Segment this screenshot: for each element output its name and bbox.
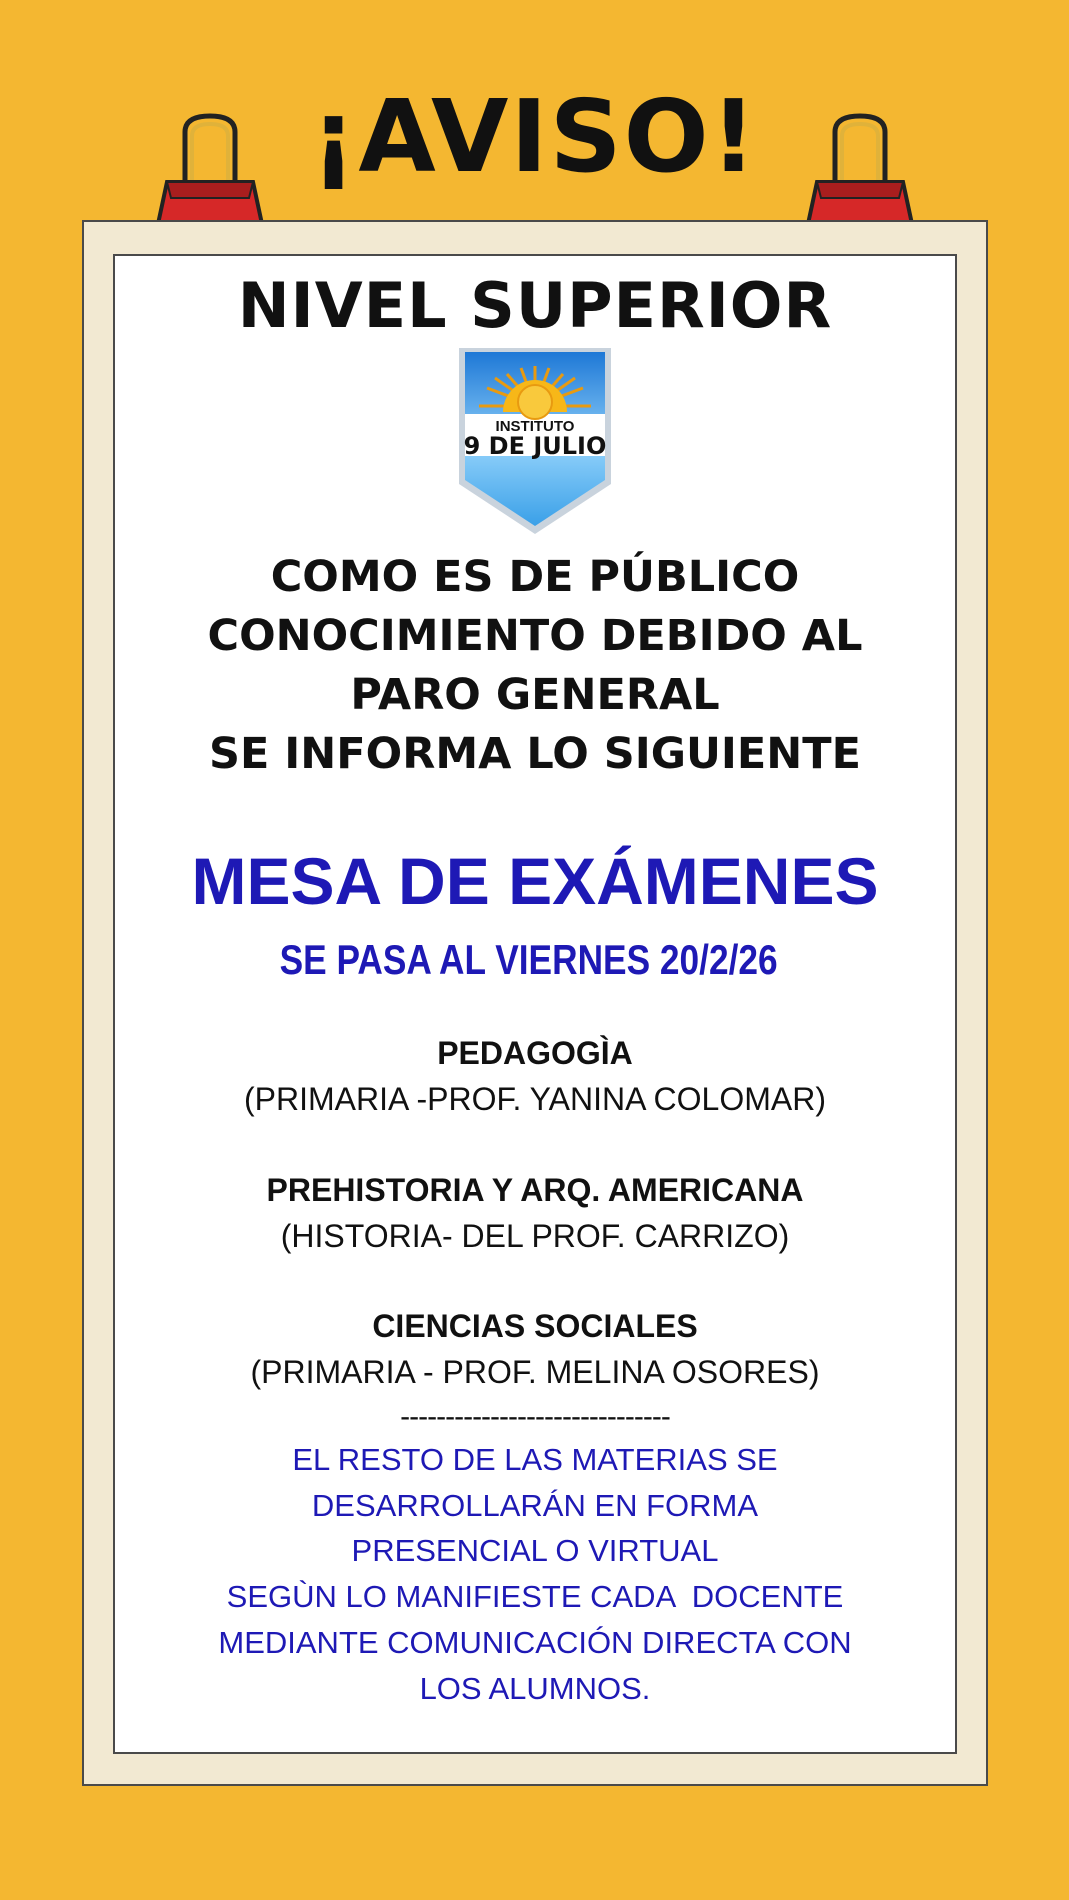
divider-line: ------------------------------: [400, 1400, 670, 1433]
intro-line: COMO ES DE PÚBLICO: [270, 552, 800, 602]
closing-line: LOS ALUMNOS.: [419, 1670, 651, 1706]
logo-line2: 9 DE JULIO: [463, 432, 607, 460]
subject-name: PREHISTORIA Y ARQ. AMERICANA: [266, 1172, 804, 1208]
closing-line: EL RESTO DE LAS MATERIAS SE: [292, 1442, 778, 1477]
intro-line: CONOCIMIENTO DEBIDO AL: [207, 611, 863, 661]
subject-name: CIENCIAS SOCIALES: [372, 1308, 698, 1344]
closing-line: SEGÙN LO MANIFIESTE CADA DOCENTE: [226, 1579, 844, 1615]
notice-headline: ¡AVISO!: [310, 78, 759, 195]
intro-line: SE INFORMA LO SIGUIENTE: [208, 729, 861, 779]
exam-title: MESA DE EXÁMENES: [191, 844, 879, 918]
subject-name: PEDAGOGÌA: [437, 1035, 633, 1071]
subject-item: [113, 1167, 957, 1259]
closing-line: DESARROLLARÁN EN FORMA: [311, 1487, 759, 1523]
subject-detail: (PRIMARIA -PROF. YANINA COLOMAR): [243, 1081, 826, 1117]
logo-line1: INSTITUTO: [495, 418, 575, 435]
exam-subtitle: SE PASA AL VIERNES 20/2/26: [279, 936, 778, 983]
level-title: NIVEL SUPERIOR: [237, 269, 833, 342]
closing-text: [113, 1437, 957, 1711]
subject-item: [113, 1030, 957, 1122]
intro-text: [113, 548, 957, 784]
closing-line: MEDIANTE COMUNICACIÓN DIRECTA CON: [218, 1624, 852, 1660]
subject-detail: (PRIMARIA - PROF. MELINA OSORES): [250, 1354, 820, 1390]
institute-logo: [455, 344, 615, 539]
subject-item: [113, 1303, 957, 1395]
subject-detail: (HISTORIA- DEL PROF. CARRIZO): [280, 1218, 790, 1254]
closing-line: PRESENCIAL O VIRTUAL: [351, 1533, 719, 1569]
intro-line: PARO GENERAL: [350, 670, 720, 720]
